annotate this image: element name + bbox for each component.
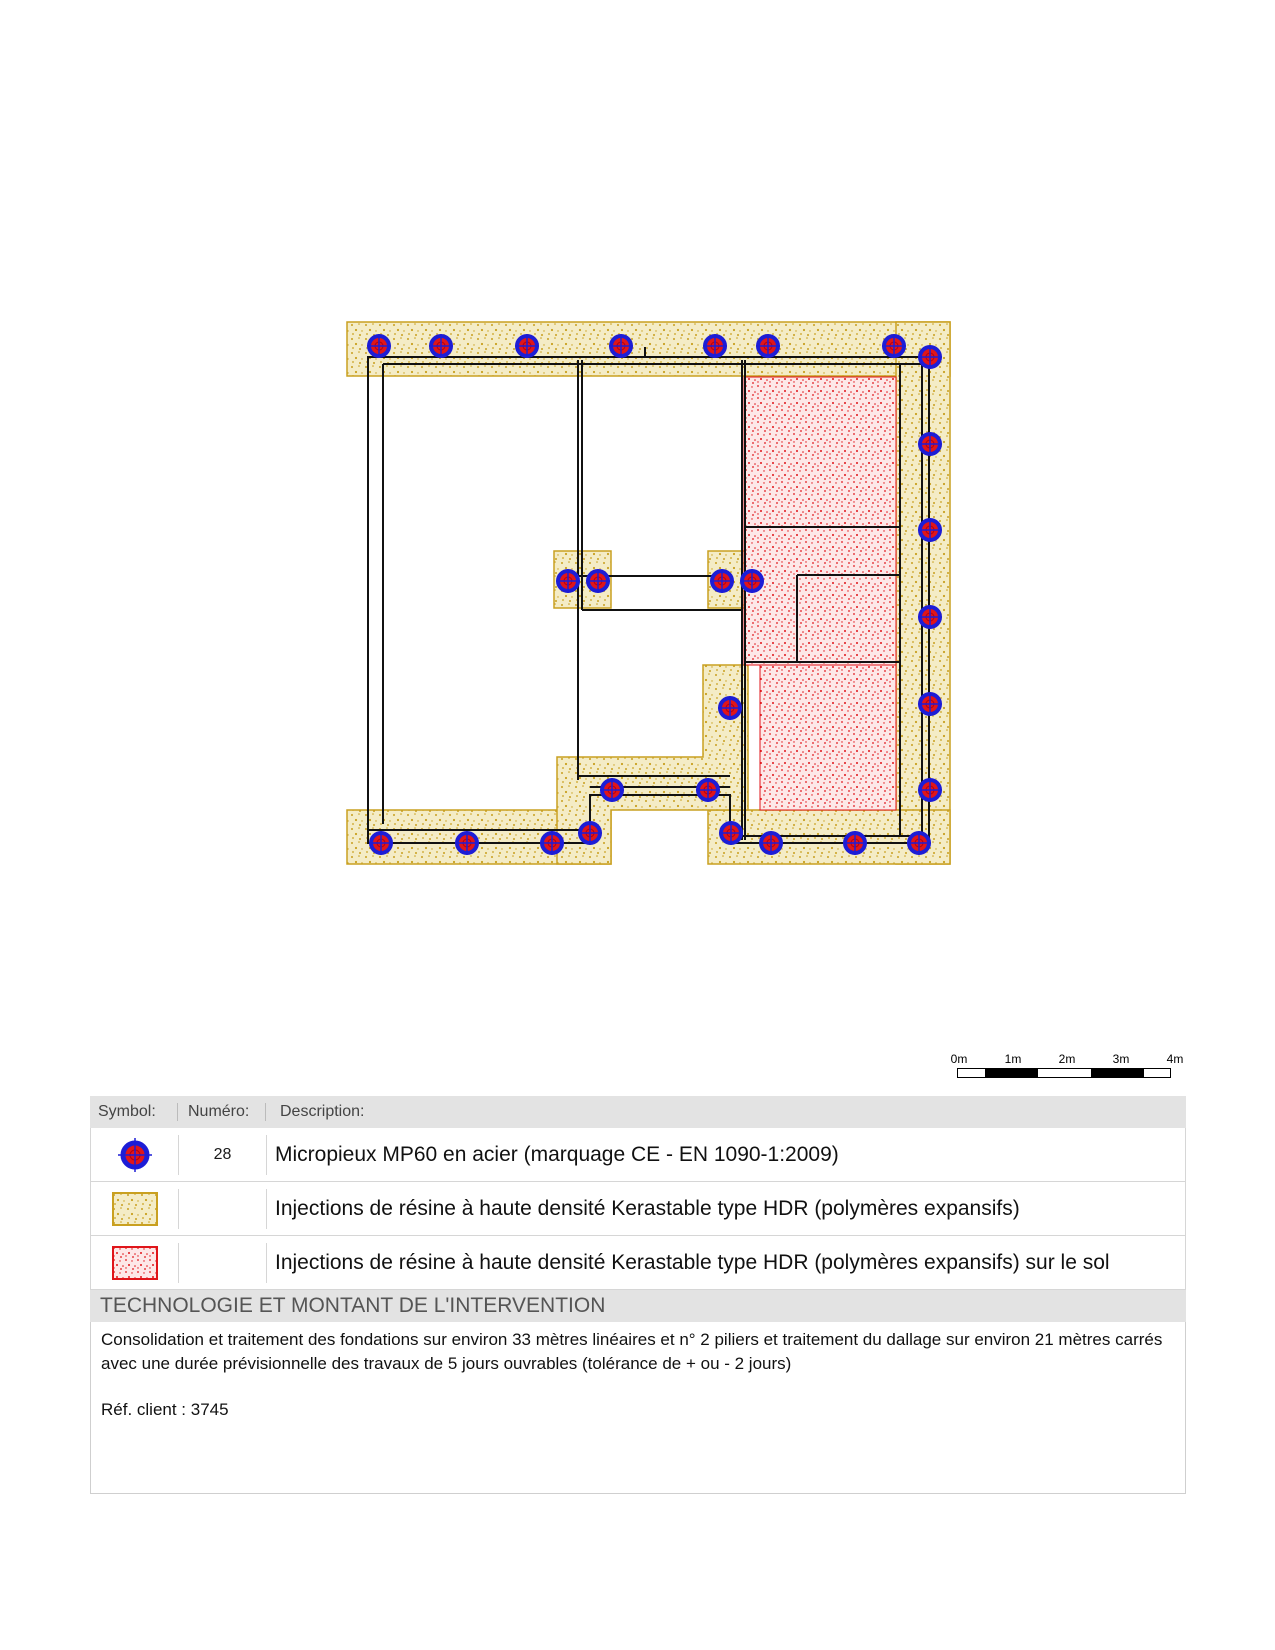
legend-description: Micropieux MP60 en acier (marquage CE - EN 1090-1:2009) (275, 1142, 839, 1166)
legend-row (90, 1236, 1186, 1290)
intervention-title: TECHNOLOGIE ET MONTANT DE L'INTERVENTION (90, 1290, 1186, 1322)
micropile-icon (578, 821, 602, 845)
scale-tick: 0m (950, 1052, 968, 1066)
scale-bar-graphic (957, 1068, 1171, 1078)
micropile-icon (740, 569, 764, 593)
micropile-icon (918, 605, 942, 629)
micropile-icon (918, 778, 942, 802)
micropile-icon (907, 831, 931, 855)
legend-header-numero: Numéro: (178, 1103, 266, 1121)
legend-description: Injections de résine à haute densité Kerastable type HDR (polymères expansifs) sur le sol (275, 1250, 1110, 1274)
micropile-icon (918, 432, 942, 456)
micropile-icon (429, 334, 453, 358)
legend-row (90, 1128, 1186, 1182)
scale-tick: 2m (1058, 1052, 1076, 1066)
legend-header-symbol: Symbol: (90, 1103, 178, 1121)
soil-zone-3 (760, 665, 896, 810)
legend-header-description: Description: (280, 1103, 365, 1120)
micropile-icon (703, 334, 727, 358)
micropile-icon (719, 821, 743, 845)
micropile-icon (882, 334, 906, 358)
micropile-icon (756, 334, 780, 358)
legend-numero (179, 1243, 267, 1283)
micropile-icon (367, 334, 391, 358)
legend-numero: 28 (179, 1135, 267, 1175)
micropile-icon (759, 831, 783, 855)
micropile-icon (586, 569, 610, 593)
soil-resin-icon (112, 1246, 158, 1280)
soil-resin-zones (744, 377, 896, 810)
micropile-icon (918, 692, 942, 716)
foundation-resin-icon (112, 1192, 158, 1226)
micropile-icon (455, 831, 479, 855)
micropile-icon (696, 778, 720, 802)
micropile-icon (918, 518, 942, 542)
scale-tick: 3m (1112, 1052, 1130, 1066)
client-reference: Réf. client : 3745 (101, 1400, 229, 1419)
legend-numero (179, 1189, 267, 1229)
micropile-icon (843, 831, 867, 855)
scale-tick: 1m (1004, 1052, 1022, 1066)
micropile-icon (718, 696, 742, 720)
legend-row (90, 1182, 1186, 1236)
scale-tick: 4m (1166, 1052, 1184, 1066)
soil-zone-2 (744, 527, 896, 665)
intervention-body (90, 1322, 1186, 1494)
micropile-icon (515, 334, 539, 358)
intervention-text: Consolidation et traitement des fondations sur environ 33 mètres linéaires et n° 2 piliers et traitement du dallage sur environ 21 mètres carrés avec une durée prévisionnelle des travaux de 5 jours ouvrables (tolérance de + ou - 2 jours) (101, 1330, 1163, 1373)
soil-zone-1 (744, 377, 896, 527)
legend-header (90, 1096, 1186, 1128)
micropile-icon (600, 778, 624, 802)
scale-bar (950, 1052, 1185, 1092)
legend-table (90, 1096, 1186, 1494)
micropile-icon (609, 334, 633, 358)
micropile-icon (710, 569, 734, 593)
micropile-icon (369, 831, 393, 855)
micropile-icon (556, 569, 580, 593)
micropile-icon (918, 345, 942, 369)
micropile-icon (540, 831, 564, 855)
legend-description: Injections de résine à haute densité Kerastable type HDR (polymères expansifs) (275, 1196, 1020, 1220)
micropile-icon (115, 1135, 155, 1175)
